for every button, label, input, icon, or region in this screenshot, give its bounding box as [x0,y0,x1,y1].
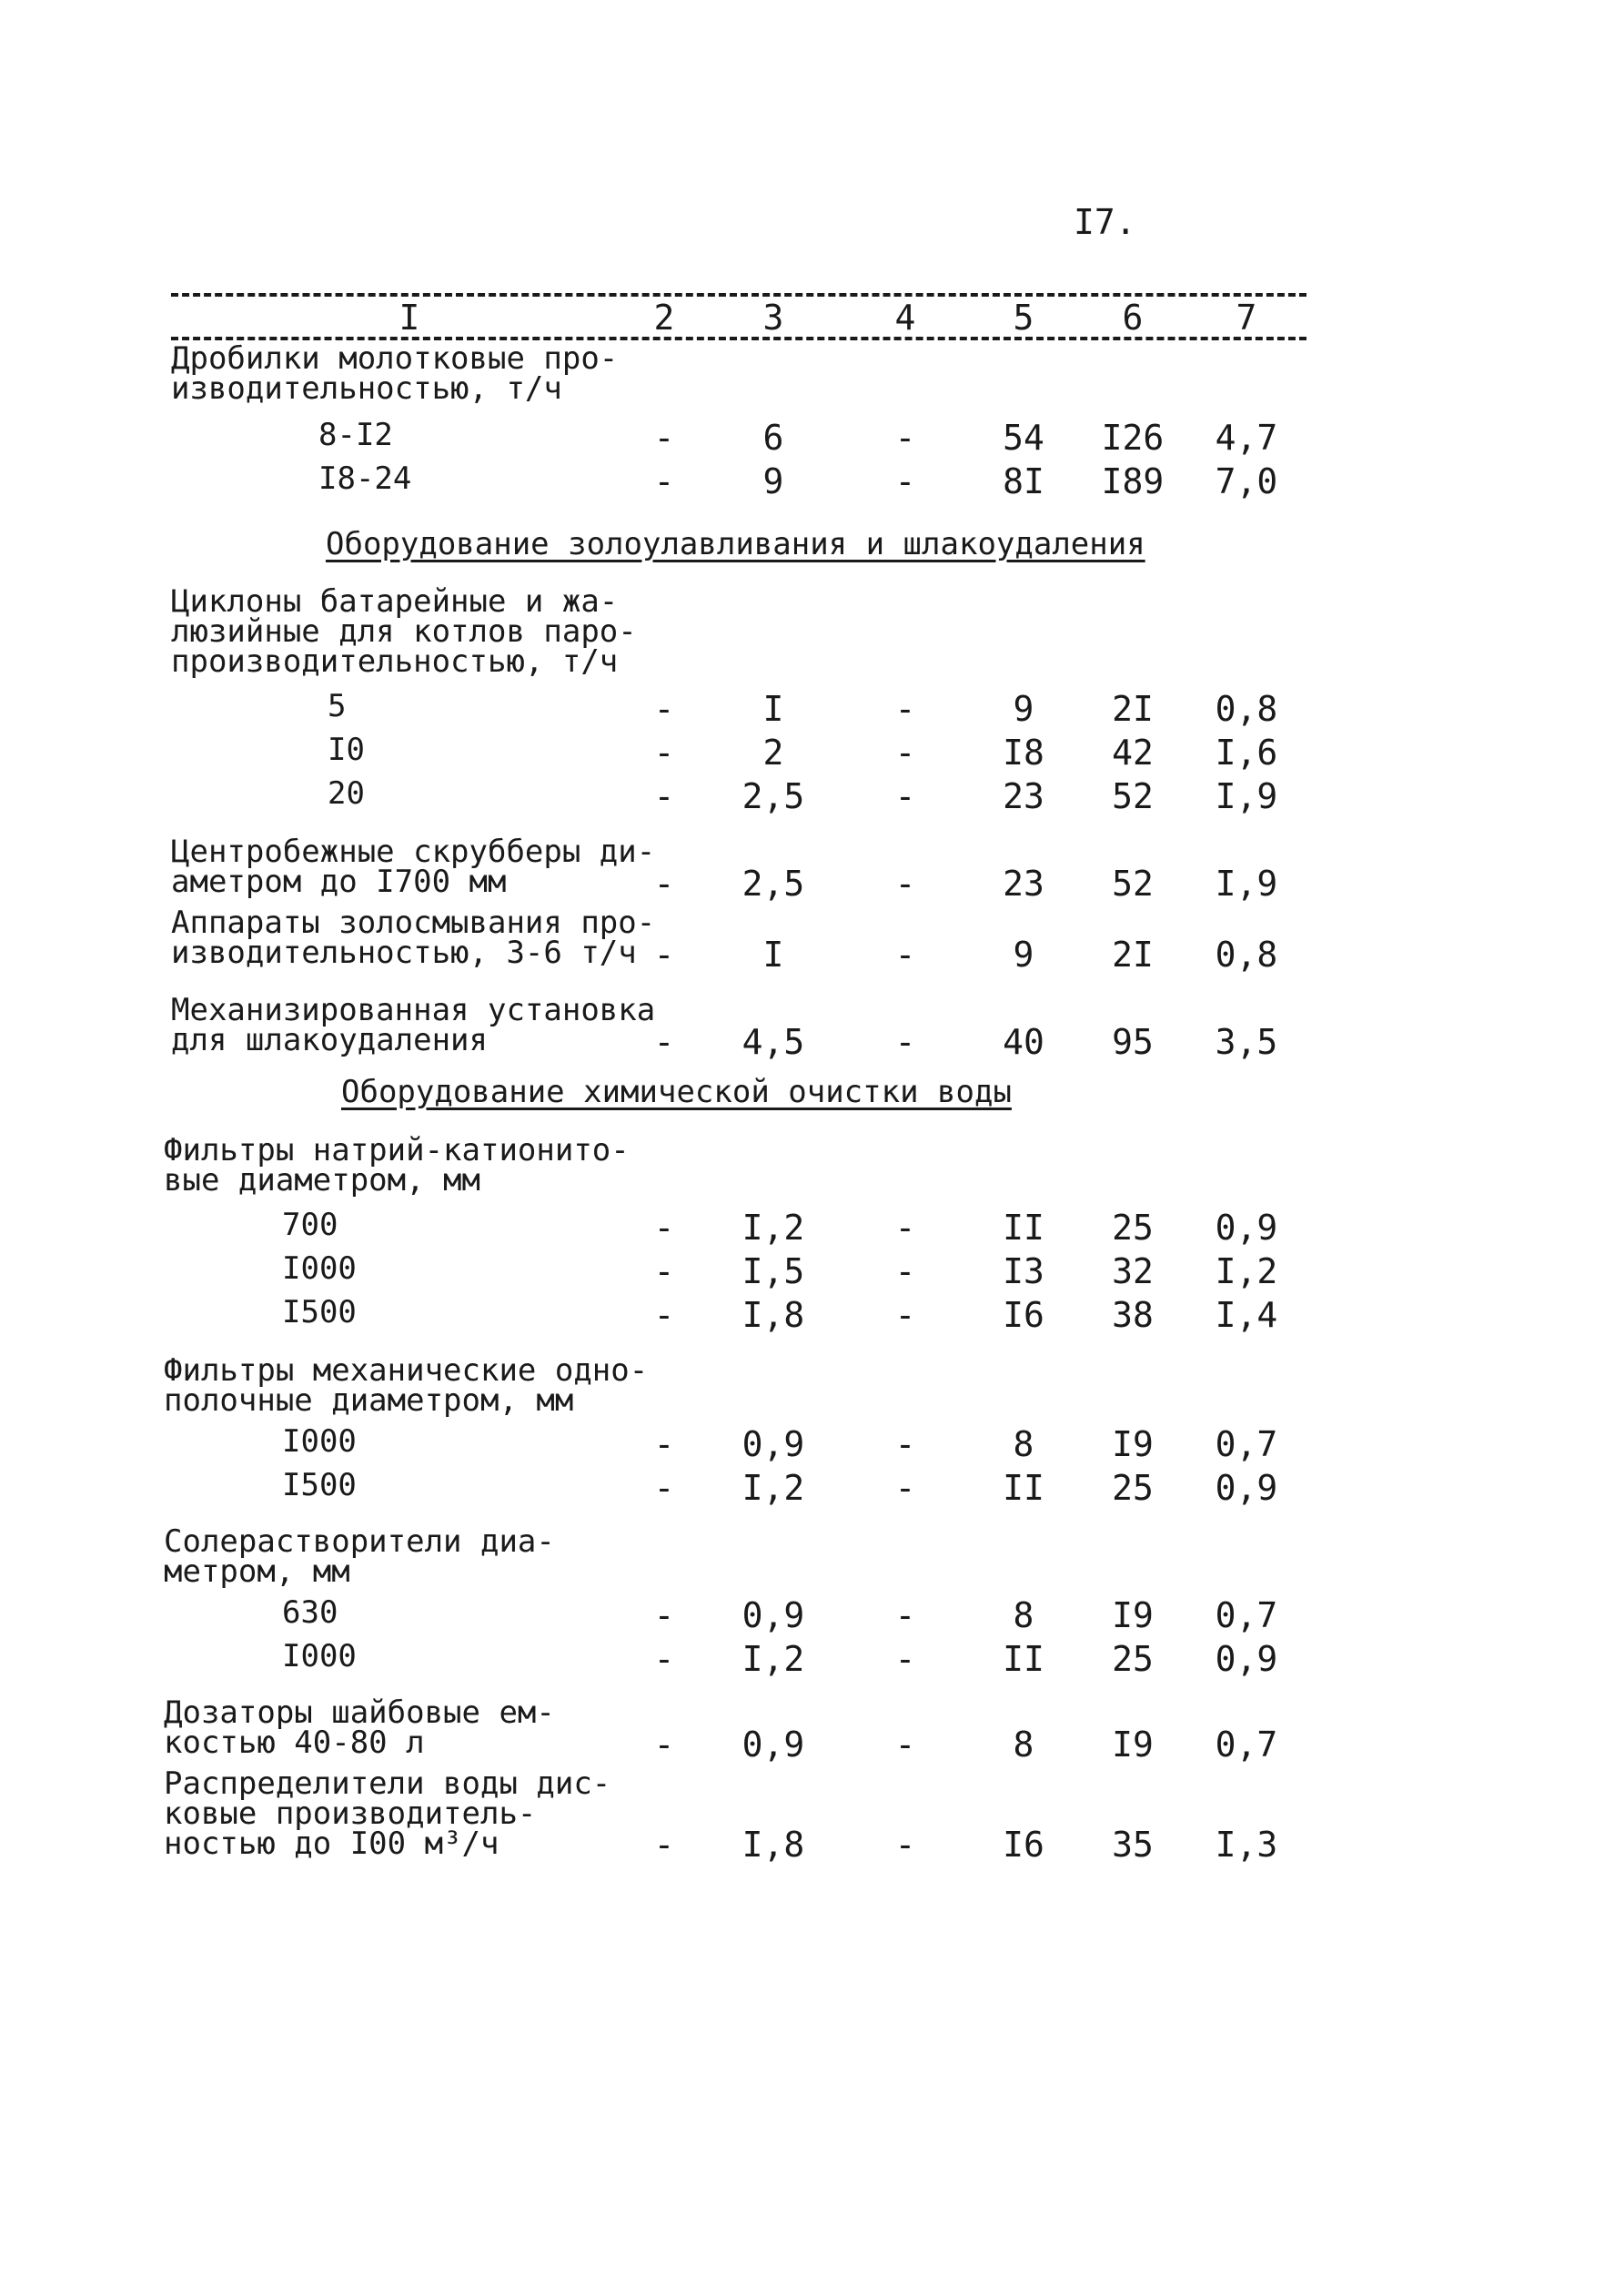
cell-col2: - [653,864,675,904]
cell-col4: - [894,733,916,773]
cell-col6: 35 [1112,1825,1154,1865]
cell-col3: I,8 [741,1825,805,1865]
column-header-6: 6 [1122,298,1144,338]
cell-col2: - [653,1639,675,1679]
row-label: 8-I2 [318,417,393,453]
cell-col5: I3 [1003,1251,1044,1291]
cell-col5: 23 [1003,776,1044,816]
cell-col7: 0,9 [1215,1639,1278,1679]
column-header-5: 5 [1013,298,1034,338]
cell-col6: 2I [1112,935,1154,975]
cell-col5: 8 [1013,1595,1034,1635]
cell-col3: I,5 [741,1251,805,1291]
cell-col5: II [1003,1468,1044,1508]
cell-col2: - [653,1725,675,1765]
cell-col4: - [894,1595,916,1635]
row-label: I500 [282,1294,357,1330]
row-label: 700 [282,1207,338,1243]
cell-col6: I26 [1101,418,1165,458]
cell-col2: - [653,1424,675,1464]
cell-col7: I,9 [1215,864,1278,904]
page-number: I7. [1074,202,1136,242]
cell-col7: 0,7 [1215,1424,1278,1464]
cell-col2: - [653,689,675,729]
cell-col7: I,3 [1215,1825,1278,1865]
cell-col7: 0,9 [1215,1468,1278,1508]
cell-col7: 3,5 [1215,1022,1278,1062]
cell-col4: - [894,1639,916,1679]
cell-col2: - [653,1251,675,1291]
cell-col3: I,2 [741,1468,805,1508]
column-header-1: I [398,298,420,338]
cell-col7: I,4 [1215,1295,1278,1335]
cell-col3: I,2 [741,1208,805,1248]
cell-col7: I,2 [1215,1251,1278,1291]
row-label: I500 [282,1467,357,1503]
row-label: Солерастворители диа- метром, мм [164,1523,555,1590]
cell-col4: - [894,461,916,501]
cell-col2: - [653,1825,675,1865]
section-title: Оборудование химической очистки воды [341,1074,1012,1110]
cell-col3: 9 [762,461,784,501]
cell-col5: 54 [1003,418,1044,458]
cell-col4: - [894,1022,916,1062]
cell-col7: I,6 [1215,733,1278,773]
cell-col2: - [653,1208,675,1248]
cell-col6: I9 [1112,1595,1154,1635]
cell-col5: I6 [1003,1295,1044,1335]
cell-col4: - [894,1468,916,1508]
cell-col3: I,8 [741,1295,805,1335]
row-label: Дозаторы шайбовые ем- костью 40-80 л [164,1694,555,1761]
cell-col7: 0,9 [1215,1208,1278,1248]
cell-col3: 0,9 [741,1595,805,1635]
column-header-4: 4 [894,298,916,338]
cell-col5: 8I [1003,461,1044,501]
cell-col5: 9 [1013,689,1034,729]
row-label: I000 [282,1638,357,1674]
cell-col7: 0,8 [1215,689,1278,729]
cell-col2: - [653,461,675,501]
cell-col3: 2 [762,733,784,773]
row-label: 20 [328,775,365,812]
row-label: I0 [328,732,365,768]
cell-col4: - [894,1251,916,1291]
cell-col5: I6 [1003,1825,1044,1865]
cell-col3: 4,5 [741,1022,805,1062]
cell-col5: 8 [1013,1424,1034,1464]
cell-col7: 7,0 [1215,461,1278,501]
cell-col2: - [653,1595,675,1635]
row-label: Фильтры механические одно- полочные диаметром, мм [164,1352,649,1419]
column-header-3: 3 [762,298,784,338]
cell-col5: 8 [1013,1725,1034,1765]
section-title: Оборудование золоулавливания и шлакоудаления [326,526,1145,562]
cell-col7: 0,7 [1215,1595,1278,1635]
cell-col7: I,9 [1215,776,1278,816]
cell-col2: - [653,733,675,773]
cell-col7: 0,8 [1215,935,1278,975]
cell-col4: - [894,418,916,458]
cell-col7: 4,7 [1215,418,1278,458]
row-label: I000 [282,1250,357,1287]
cell-col5: 40 [1003,1022,1044,1062]
cell-col6: 32 [1112,1251,1154,1291]
row-label: Центробежные скрубберы ди- аметром до I700 мм [171,834,656,900]
cell-col5: 9 [1013,935,1034,975]
row-label: 630 [282,1594,338,1631]
cell-col3: 0,9 [741,1424,805,1464]
cell-col6: 38 [1112,1295,1154,1335]
cell-col2: - [653,1022,675,1062]
cell-col4: - [894,864,916,904]
row-label: I000 [282,1423,357,1460]
cell-col3: I [762,935,784,975]
row-label: Фильтры натрий-катионито- вые диаметром, мм [164,1132,630,1199]
cell-col3: I [762,689,784,729]
cell-col5: II [1003,1208,1044,1248]
cell-col6: 25 [1112,1639,1154,1679]
cell-col5: I8 [1003,733,1044,773]
cell-col3: 0,9 [741,1725,805,1765]
cell-col2: - [653,1468,675,1508]
cell-col2: - [653,776,675,816]
cell-col4: - [894,776,916,816]
cell-col6: 2I [1112,689,1154,729]
cell-col6: 25 [1112,1468,1154,1508]
column-header-2: 2 [653,298,675,338]
cell-col4: - [894,935,916,975]
row-label: Дробилки молотковые про- изводительностью, т/ч [171,340,619,407]
cell-col4: - [894,1295,916,1335]
cell-col4: - [894,689,916,729]
cell-col6: 52 [1112,864,1154,904]
cell-col5: II [1003,1639,1044,1679]
row-label: Механизированная установка для шлакоудаления [171,992,656,1058]
cell-col2: - [653,935,675,975]
cell-col7: 0,7 [1215,1725,1278,1765]
cell-col6: 25 [1112,1208,1154,1248]
cell-col4: - [894,1208,916,1248]
cell-col6: 42 [1112,733,1154,773]
row-label: 5 [328,688,347,724]
cell-col4: - [894,1725,916,1765]
table-rule-top [171,293,1306,297]
row-label: I8-24 [318,460,412,497]
cell-col4: - [894,1424,916,1464]
cell-col6: 95 [1112,1022,1154,1062]
cell-col6: I89 [1101,461,1165,501]
cell-col3: I,2 [741,1639,805,1679]
row-label: Циклоны батарейные и жа- люзийные для котлов паро- производительностью, т/ч [171,583,637,680]
cell-col3: 6 [762,418,784,458]
row-label: Аппараты золосмывания про- изводительностью, 3-6 т/ч [171,905,656,971]
cell-col5: 23 [1003,864,1044,904]
cell-col6: I9 [1112,1424,1154,1464]
cell-col3: 2,5 [741,776,805,816]
column-header-7: 7 [1236,298,1257,338]
row-label: Распределители воды дис- ковые производитель- ностью до I00 м³/ч [164,1765,611,1862]
cell-col2: - [653,1295,675,1335]
cell-col6: I9 [1112,1725,1154,1765]
cell-col3: 2,5 [741,864,805,904]
cell-col4: - [894,1825,916,1865]
cell-col6: 52 [1112,776,1154,816]
cell-col2: - [653,418,675,458]
